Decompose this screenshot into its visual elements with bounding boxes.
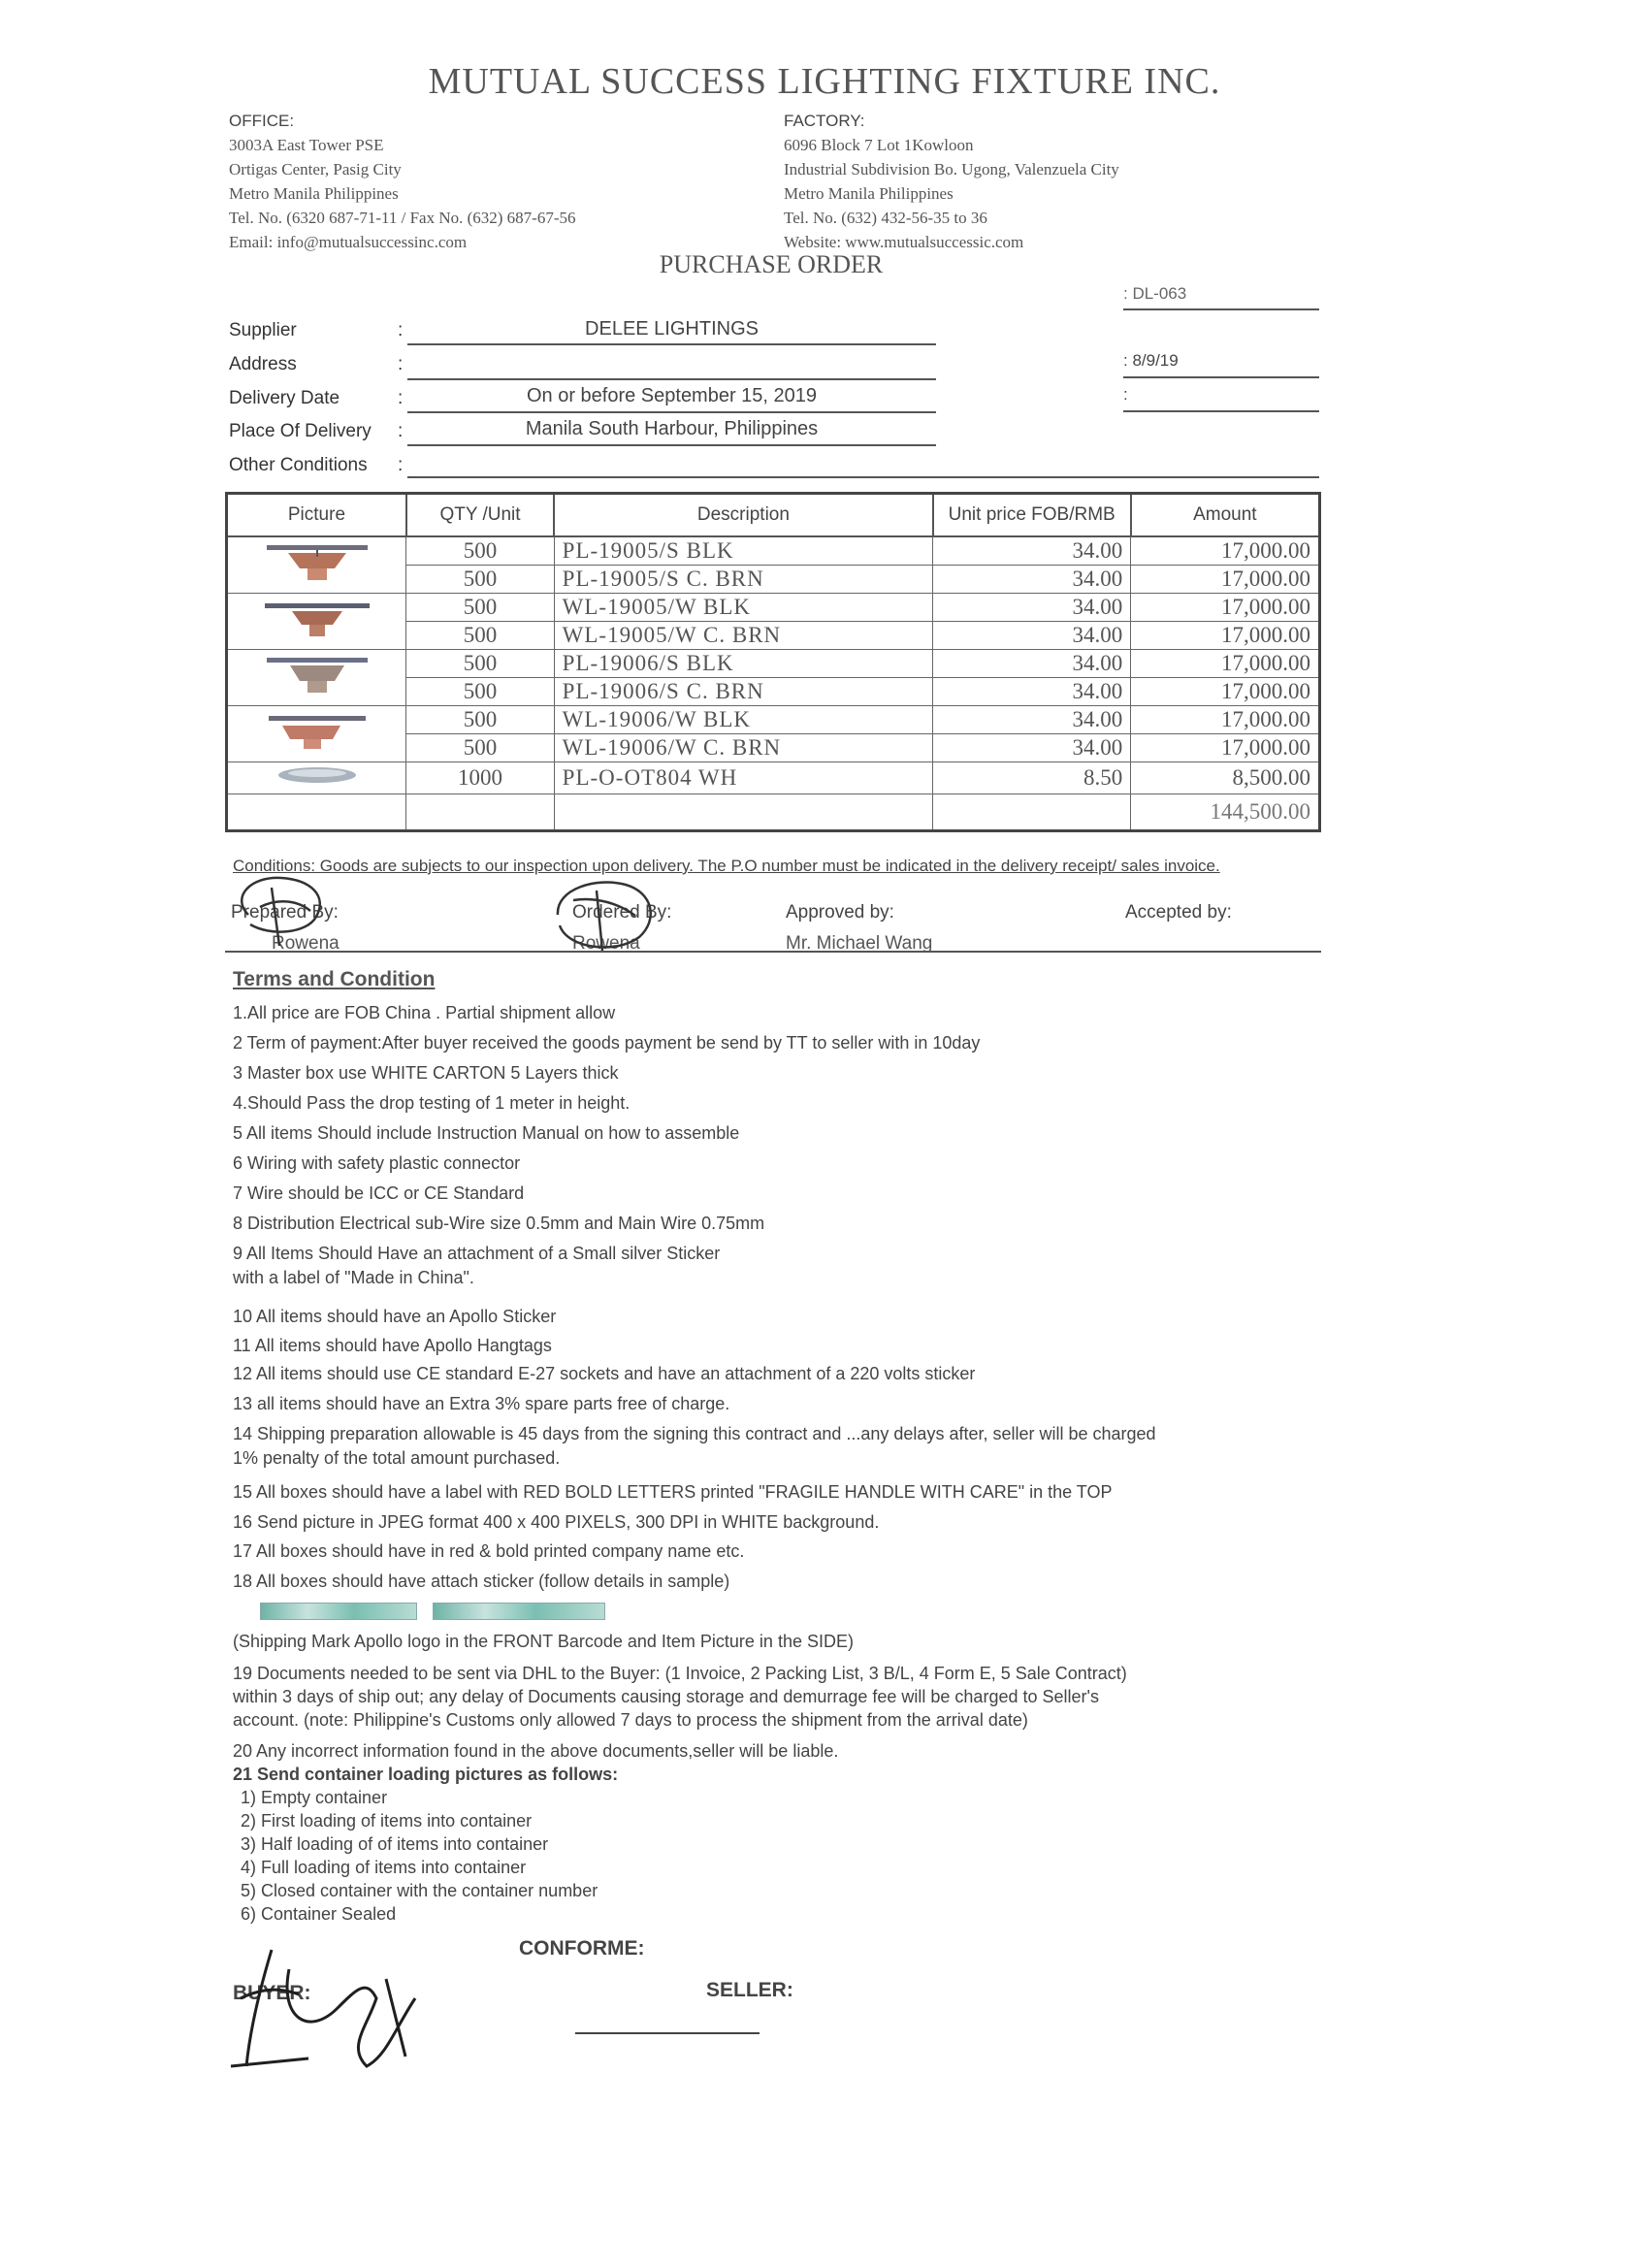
colon: : [398, 455, 404, 475]
term-item: 4.Should Pass the drop testing of 1 meter in height. [233, 1093, 630, 1113]
term-item: 1) Empty container [241, 1788, 388, 1807]
column-header: Unit price FOB/RMB [933, 494, 1131, 537]
table-row [227, 650, 1320, 678]
term-item: 11 All items should have Apollo Hangtags [233, 1336, 552, 1355]
factory-address-block [784, 109, 1119, 254]
approved-by-label: Approved by: [786, 902, 894, 923]
qty-cell: 500 [406, 734, 554, 762]
term-item: 3) Half loading of of items into container [241, 1834, 549, 1854]
term-item: 16 Send picture in JPEG format 400 x 400 PIXELS, 300 DPI in WHITE background. [233, 1512, 880, 1532]
place-of-delivery-line [407, 444, 936, 446]
product-picture [227, 706, 406, 762]
amount-cell: 17,000.00 [1131, 622, 1320, 650]
description-cell: PL-19006/S BLK [554, 650, 933, 678]
description-cell: PL-19006/S C. BRN [554, 678, 933, 706]
terms-title: Terms and Condition [233, 968, 436, 990]
qty-cell: 500 [406, 650, 554, 678]
conditions-note: Conditions: Goods are subjects to our inspection upon delivery. The P.O number must be indicated in the delivery receipt/ sales invoice. [233, 857, 1220, 875]
term-item: within 3 days of ship out; any delay of Documents causing storage and demurrage fee will be charged to Seller's [233, 1687, 1099, 1706]
items-table [225, 492, 1321, 832]
po-date: : 8/9/19 [1123, 351, 1179, 370]
term-item: (Shipping Mark Apollo logo in the FRONT Barcode and Item Picture in the SIDE) [233, 1632, 854, 1651]
unit-price-cell: 8.50 [933, 762, 1131, 794]
amount-cell: 17,000.00 [1131, 678, 1320, 706]
office-line: Metro Manila Philippines [229, 184, 399, 203]
po-date-line [1123, 376, 1319, 378]
delivery-date-label: Delivery Date [229, 388, 340, 408]
amount-cell: 17,000.00 [1131, 650, 1320, 678]
unit-price-cell: 34.00 [933, 536, 1131, 566]
factory-line: Industrial Subdivision Bo. Ugong, Valenzuela City [784, 160, 1119, 178]
amount-cell: 8,500.00 [1131, 762, 1320, 794]
column-header: Amount [1131, 494, 1320, 537]
term-item: 2) First loading of items into container [241, 1811, 533, 1831]
right-colon: : [1123, 385, 1128, 404]
table-row [227, 594, 1320, 622]
product-picture [227, 650, 406, 706]
office-line: 3003A East Tower PSE [229, 136, 384, 154]
colon: : [398, 320, 404, 340]
term-item: 1.All price are FOB China . Partial shipment allow [233, 1003, 616, 1022]
amount-cell: 17,000.00 [1131, 536, 1320, 566]
colon: : [398, 354, 404, 374]
delivery-date-value: On or before September 15, 2019 [526, 385, 818, 406]
term-item: 2 Term of payment:After buyer received the goods payment be send by TT to seller with in 10day [233, 1033, 981, 1053]
conforme-label: CONFORME: [519, 1937, 645, 1960]
table-header-row [227, 494, 1320, 537]
other-conditions-label: Other Conditions [229, 455, 368, 475]
product-picture [227, 536, 406, 594]
po-number-line [1123, 308, 1319, 310]
unit-price-cell: 34.00 [933, 734, 1131, 762]
supplier-line [407, 343, 936, 345]
column-header: Description [554, 494, 933, 537]
total-row [227, 794, 1320, 831]
product-picture [227, 762, 406, 794]
term-item: 20 Any incorrect information found in the above documents,seller will be liable. [233, 1741, 839, 1761]
unit-price-cell: 34.00 [933, 622, 1131, 650]
term-item: 18 All boxes should have attach sticker (follow details in sample) [233, 1571, 730, 1591]
table-row [227, 706, 1320, 734]
term-item: 7 Wire should be ICC or CE Standard [233, 1183, 525, 1203]
buyer-label: BUYER: [233, 1982, 311, 2004]
seller-signature-line [575, 2032, 760, 2034]
term-item: 19 Documents needed to be sent via DHL to the Buyer: (1 Invoice, 2 Packing List, 3 B/L, 4 Form E, 5 Sale Contract) [233, 1664, 1127, 1683]
amount-cell: 17,000.00 [1131, 566, 1320, 594]
amount-cell: 17,000.00 [1131, 734, 1320, 762]
colon: : [398, 388, 404, 408]
place-of-delivery-value: Manila South Harbour, Philippines [525, 418, 819, 439]
prepared-by-label: Prepared By: [231, 902, 339, 923]
term-item: 6 Wiring with safety plastic connector [233, 1153, 521, 1173]
unit-price-cell: 34.00 [933, 594, 1131, 622]
place-of-delivery-label: Place Of Delivery [229, 421, 372, 441]
term-item: 9 All Items Should Have an attachment of a Small silver Sticker [233, 1244, 721, 1263]
colon: : [398, 421, 404, 441]
unit-price-cell: 34.00 [933, 706, 1131, 734]
term-item: account. (note: Philippine's Customs only allowed 7 days to process the shipment from the arrival date) [233, 1710, 1028, 1730]
company-name: MUTUAL SUCCESS LIGHTING FIXTURE INC. [428, 61, 1221, 102]
description-cell: WL-19006/W BLK [554, 706, 933, 734]
supplier-label: Supplier [229, 320, 297, 340]
factory-line: Metro Manila Philippines [784, 184, 954, 203]
office-line: Email: info@mutualsuccessinc.com [229, 233, 468, 251]
factory-label: FACTORY: [784, 112, 865, 130]
seller-label: SELLER: [706, 1979, 793, 2001]
term-item: 21 Send container loading pictures as follows: [233, 1765, 619, 1784]
table-row [227, 762, 1320, 794]
qty-cell: 500 [406, 536, 554, 566]
address-line [407, 378, 936, 380]
handwritten-initial-signature [221, 868, 357, 956]
pendant-lamp-icon [259, 652, 375, 698]
handwritten-initial-signature [538, 871, 674, 958]
factory-line: 6096 Block 7 Lot 1Kowloon [784, 136, 974, 154]
approved-by-name: Mr. Michael Wang [786, 933, 933, 954]
amount-cell: 17,000.00 [1131, 706, 1320, 734]
term-item: 8 Distribution Electrical sub-Wire size 0.5mm and Main Wire 0.75mm [233, 1214, 765, 1233]
ordered-by-name: Rowena [572, 933, 640, 954]
term-item: 13 all items should have an Extra 3% spare parts free of charge. [233, 1394, 730, 1413]
supplier-value: DELEE LIGHTINGS [585, 318, 759, 340]
signature-line [225, 951, 1321, 953]
term-item: 17 All boxes should have in red & bold printed company name etc. [233, 1541, 745, 1561]
buyer-handwritten-signature [221, 1940, 473, 2076]
delivery-date-line [407, 411, 936, 413]
table-row [227, 536, 1320, 566]
office-line: Tel. No. (6320 687-71-11 / Fax No. (632) 687-67-56 [229, 209, 576, 227]
unit-price-cell: 34.00 [933, 650, 1131, 678]
shipping-sticker-sample [260, 1603, 417, 1620]
ceiling-lamp-icon [269, 762, 366, 788]
term-item: 15 All boxes should have a label with RED BOLD LETTERS printed "FRAGILE HANDLE WITH CARE" in the TOP [233, 1482, 1113, 1502]
wall-lamp-icon [259, 708, 375, 755]
column-header: Picture [227, 494, 406, 537]
pendant-lamp-icon [259, 539, 375, 586]
qty-cell: 500 [406, 678, 554, 706]
accepted-by-label: Accepted by: [1125, 902, 1232, 923]
column-header: QTY /Unit [406, 494, 554, 537]
address-label: Address [229, 354, 297, 374]
document-title: PURCHASE ORDER [659, 250, 884, 278]
description-cell: WL-19005/W C. BRN [554, 622, 933, 650]
office-address-block [229, 109, 576, 254]
amount-cell: 17,000.00 [1131, 594, 1320, 622]
unit-price-cell: 34.00 [933, 566, 1131, 594]
term-item: 6) Container Sealed [241, 1904, 397, 1924]
qty-cell: 500 [406, 706, 554, 734]
factory-line: Website: www.mutualsuccessic.com [784, 233, 1024, 251]
term-item: 1% penalty of the total amount purchased. [233, 1448, 561, 1468]
total-amount: 144,500.00 [1131, 794, 1320, 831]
term-item: 3 Master box use WHITE CARTON 5 Layers thick [233, 1063, 619, 1083]
term-item: 10 All items should have an Apollo Sticker [233, 1307, 557, 1326]
product-picture [227, 594, 406, 650]
qty-cell: 1000 [406, 762, 554, 794]
shipping-sticker-sample [433, 1603, 605, 1620]
prepared-by-name: Rowena [272, 933, 340, 954]
qty-cell: 500 [406, 566, 554, 594]
office-line: Ortigas Center, Pasig City [229, 160, 402, 178]
term-item: with a label of "Made in China". [233, 1268, 474, 1287]
description-cell: WL-19005/W BLK [554, 594, 933, 622]
ordered-by-label: Ordered By: [572, 902, 672, 923]
term-item: 12 All items should use CE standard E-27 sockets and have an attachment of a 220 volts sticker [233, 1364, 976, 1383]
term-item: 14 Shipping preparation allowable is 45 days from the signing this contract and ...any delays after, seller will be charged [233, 1424, 1156, 1443]
description-cell: WL-19006/W C. BRN [554, 734, 933, 762]
description-cell: PL-19005/S C. BRN [554, 566, 933, 594]
po-number: : DL-063 [1123, 284, 1187, 303]
other-conditions-line [407, 476, 1319, 478]
wall-lamp-icon [259, 596, 375, 642]
extra-line [1123, 410, 1319, 412]
term-item: 5 All items Should include Instruction Manual on how to assemble [233, 1123, 740, 1143]
unit-price-cell: 34.00 [933, 678, 1131, 706]
office-label: OFFICE: [229, 112, 295, 130]
term-item: 5) Closed container with the container number [241, 1881, 598, 1900]
qty-cell: 500 [406, 594, 554, 622]
qty-cell: 500 [406, 622, 554, 650]
description-cell: PL-O-OT804 WH [554, 762, 933, 794]
description-cell: PL-19005/S BLK [554, 536, 933, 566]
term-item: 4) Full loading of items into container [241, 1858, 527, 1877]
factory-line: Tel. No. (632) 432-56-35 to 36 [784, 209, 987, 227]
